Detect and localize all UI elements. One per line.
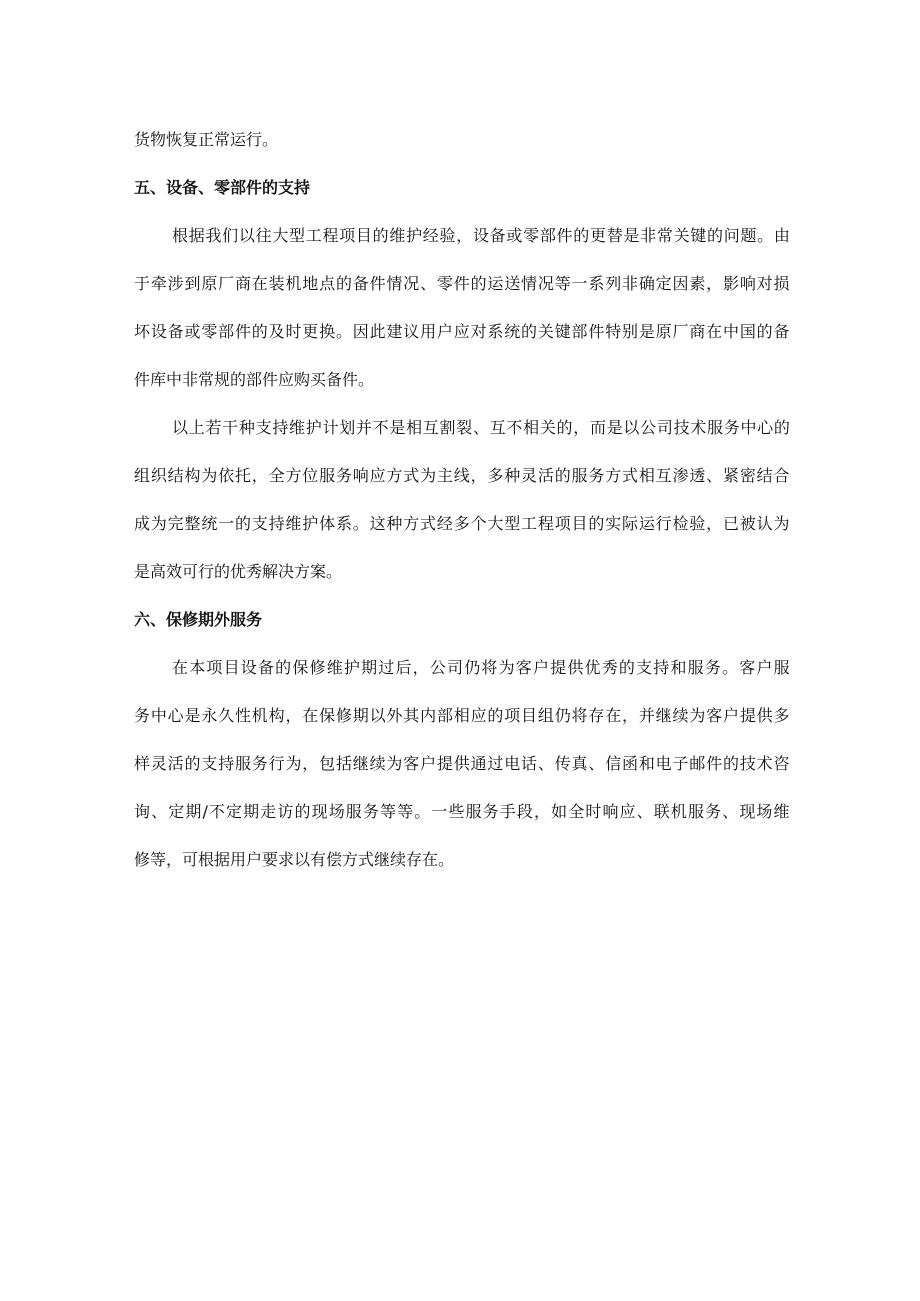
section-heading-5: 五、设备、零部件的支持 — [134, 178, 311, 197]
paragraph-line: 修等，可根据用户要求以有偿方式继续存在。 — [134, 850, 455, 869]
document-body — [134, 116, 790, 884]
paragraph-line: 于 牵 涉 到 原 厂 商 在 装 机 地 点 的 备 件 情 况 、 零 件 的 运 送 情 况 等 一 系 列 非 确 定 因 素 ， 影 响 对 损 — [134, 274, 790, 293]
paragraph-line: 样 灵 活 的 支 持 服 务 行 为 ， 包 括 继 续 为 客 户 提 供 通 过 电 话 、 传 真 、 信 函 和 电 子 邮 件 的 技 术 咨 — [134, 754, 790, 773]
paragraph-line: 件库中非常规的部件应购买备件。 — [134, 370, 375, 389]
paragraph-line: 询 、 定 期 / 不 定 期 走 访 的 现 场 服 务 等 等 。 一 些 服 务 手 段 ， 如 全 时 响 应 、 联 机 服 务 、 现 场 维 — [134, 802, 790, 821]
paragraph-line: 组 织 结 构 为 依 托 ， 全 方 位 服 务 响 应 方 式 为 主 线 ， 多 种 灵 活 的 服 务 方 式 相 互 渗 透 、 紧 密 结 合 — [134, 466, 790, 485]
paragraph-line: 是高效可行的优秀解决方案。 — [134, 562, 343, 581]
paragraph-line: 以 上 若 干 种 支 持 维 护 计 划 并 不 是 相 互 割 裂 、 互 不 相 关 的 ， 而 是 以 公 司 技 术 服 务 中 心 的 — [172, 418, 790, 437]
paragraph-line: 务 中 心 是 永 久 性 机 构 ， 在 保 修 期 以 外 其 内 部 相 应 的 项 目 组 仍 将 存 在 ， 并 继 续 为 客 户 提 供 多 — [134, 706, 790, 725]
paragraph-line: 货物恢复正常运行。 — [134, 130, 279, 149]
paragraph-line: 坏 设 备 或 零 部 件 的 及 时 更 换 。 因 此 建 议 用 户 应 对 系 统 的 关 键 部 件 特 别 是 原 厂 商 在 中 国 的 备 — [134, 322, 790, 341]
paragraph-line: 在 本 项 目 设 备 的 保 修 维 护 期 过 后 ， 公 司 仍 将 为 客 户 提 供 优 秀 的 支 持 和 服 务 。 客 户 服 — [172, 658, 790, 677]
paragraph-line: 成 为 完 整 统 一 的 支 持 维 护 体 系 。 这 种 方 式 经 多 个 大 型 工 程 项 目 的 实 际 运 行 检 验 ， 已 被 认 为 — [134, 514, 790, 533]
section-heading-6: 六、保修期外服务 — [134, 610, 263, 629]
paragraph-line: 根 据 我 们 以 往 大 型 工 程 项 目 的 维 护 经 验 ， 设 备 或 零 部 件 的 更 替 是 非 常 关 键 的 问 题 。 由 — [172, 226, 790, 245]
